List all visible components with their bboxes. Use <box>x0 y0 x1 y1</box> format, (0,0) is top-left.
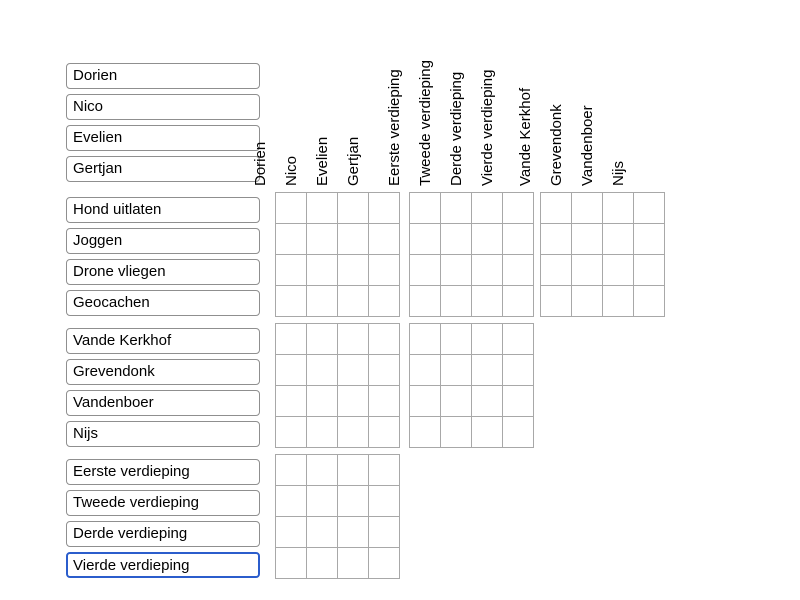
grid-cell[interactable] <box>307 455 337 485</box>
col-header-grevendonk: Grevendonk <box>548 104 565 186</box>
grid-cell[interactable] <box>441 286 471 316</box>
grid-cell[interactable] <box>503 355 533 385</box>
col-header-derde-verdieping: Derde verdieping <box>448 71 465 186</box>
grid-cell[interactable] <box>338 386 368 416</box>
grid-cell[interactable] <box>276 417 306 447</box>
grid-cell[interactable] <box>572 193 602 223</box>
grid-cell[interactable] <box>338 224 368 254</box>
grid-cell[interactable] <box>369 486 399 516</box>
grid-cell[interactable] <box>338 517 368 547</box>
row-label-grevendonk[interactable]: Grevendonk <box>66 359 260 385</box>
grid-cell[interactable] <box>276 255 306 285</box>
grid-cell[interactable] <box>276 286 306 316</box>
grid-activities-by-floors <box>409 192 534 317</box>
grid-cell[interactable] <box>369 417 399 447</box>
grid-cell[interactable] <box>276 517 306 547</box>
row-label-hond-uitlaten[interactable]: Hond uitlaten <box>66 197 260 223</box>
row-label-vierde-verdieping[interactable]: Vierde verdieping <box>66 552 260 578</box>
grid-cell[interactable] <box>541 224 571 254</box>
grid-cell[interactable] <box>369 517 399 547</box>
grid-cell[interactable] <box>276 324 306 354</box>
grid-cell[interactable] <box>472 193 502 223</box>
grid-cell[interactable] <box>410 386 440 416</box>
col-header-eerste-verdieping: Eerste verdieping <box>386 69 403 186</box>
grid-cell[interactable] <box>572 255 602 285</box>
grid-cell[interactable] <box>307 417 337 447</box>
col-header-vandenboer: Vandenboer <box>579 105 596 186</box>
grid-cell[interactable] <box>338 193 368 223</box>
grid-cell[interactable] <box>338 486 368 516</box>
grid-cell[interactable] <box>634 255 664 285</box>
col-header-nico: Nico <box>283 155 300 186</box>
grid-cell[interactable] <box>472 286 502 316</box>
grid-cell[interactable] <box>472 386 502 416</box>
grid-cell[interactable] <box>369 255 399 285</box>
grid-cell[interactable] <box>410 355 440 385</box>
col-header-tweede-verdieping: Tweede verdieping <box>417 60 434 186</box>
row-label-vandenboer[interactable]: Vandenboer <box>66 390 260 416</box>
col-header-nijs: Nijs <box>610 161 627 186</box>
grid-cell[interactable] <box>503 286 533 316</box>
grid-cell[interactable] <box>441 355 471 385</box>
grid-cell[interactable] <box>307 193 337 223</box>
grid-cell[interactable] <box>276 193 306 223</box>
grid-cell[interactable] <box>472 324 502 354</box>
grid-cell[interactable] <box>369 224 399 254</box>
grid-cell[interactable] <box>369 193 399 223</box>
row-label-nico[interactable]: Nico <box>66 94 260 120</box>
row-label-tweede-verdieping[interactable]: Tweede verdieping <box>66 490 260 516</box>
grid-cell[interactable] <box>276 455 306 485</box>
grid-cell[interactable] <box>307 548 337 578</box>
grid-cell[interactable] <box>410 417 440 447</box>
grid-cell[interactable] <box>541 193 571 223</box>
grid-cell[interactable] <box>472 255 502 285</box>
grid-cell[interactable] <box>472 355 502 385</box>
grid-cell[interactable] <box>634 286 664 316</box>
grid-surnames-by-names <box>275 323 400 448</box>
grid-cell[interactable] <box>441 324 471 354</box>
grid-cell[interactable] <box>338 286 368 316</box>
grid-cell[interactable] <box>276 486 306 516</box>
grid-cell[interactable] <box>503 386 533 416</box>
grid-cell[interactable] <box>338 324 368 354</box>
grid-cell[interactable] <box>307 324 337 354</box>
row-label-drone-vliegen[interactable]: Drone vliegen <box>66 259 260 285</box>
grid-cell[interactable] <box>276 355 306 385</box>
col-header-gertjan: Gertjan <box>345 136 362 186</box>
grid-cell[interactable] <box>410 286 440 316</box>
grid-cell[interactable] <box>369 324 399 354</box>
grid-cell[interactable] <box>541 286 571 316</box>
col-header-dorien: Dorien <box>252 141 269 186</box>
grid-cell[interactable] <box>441 417 471 447</box>
grid-cell[interactable] <box>338 455 368 485</box>
grid-activities-by-names <box>275 192 400 317</box>
grid-cell[interactable] <box>307 355 337 385</box>
row-label-nijs[interactable]: Nijs <box>66 421 260 447</box>
grid-cell[interactable] <box>338 355 368 385</box>
grid-cell[interactable] <box>503 224 533 254</box>
row-label-joggen[interactable]: Joggen <box>66 228 260 254</box>
col-header-evelien: Evelien <box>314 136 331 186</box>
grid-cell[interactable] <box>572 224 602 254</box>
grid-cell[interactable] <box>307 517 337 547</box>
grid-cell[interactable] <box>276 548 306 578</box>
grid-surnames-by-floors <box>409 323 534 448</box>
grid-cell[interactable] <box>603 224 633 254</box>
grid-cell[interactable] <box>503 255 533 285</box>
grid-cell[interactable] <box>338 548 368 578</box>
grid-cell[interactable] <box>503 417 533 447</box>
grid-cell[interactable] <box>307 386 337 416</box>
grid-cell[interactable] <box>572 286 602 316</box>
grid-cell[interactable] <box>338 255 368 285</box>
row-label-dorien[interactable]: Dorien <box>66 63 260 89</box>
row-label-evelien[interactable]: Evelien <box>66 125 260 151</box>
grid-cell[interactable] <box>472 224 502 254</box>
grid-cell[interactable] <box>634 224 664 254</box>
grid-activities-by-surnames <box>540 192 665 317</box>
grid-cell[interactable] <box>369 455 399 485</box>
grid-cell[interactable] <box>307 224 337 254</box>
grid-cell[interactable] <box>441 255 471 285</box>
grid-cell[interactable] <box>338 417 368 447</box>
grid-cell[interactable] <box>369 355 399 385</box>
row-label-eerste-verdieping[interactable]: Eerste verdieping <box>66 459 260 485</box>
grid-cell[interactable] <box>369 386 399 416</box>
row-label-vande-kerkhof[interactable]: Vande Kerkhof <box>66 328 260 354</box>
grid-cell[interactable] <box>307 255 337 285</box>
grid-cell[interactable] <box>634 193 664 223</box>
grid-cell[interactable] <box>307 286 337 316</box>
grid-cell[interactable] <box>603 193 633 223</box>
grid-cell[interactable] <box>410 193 440 223</box>
grid-cell[interactable] <box>503 324 533 354</box>
col-header-vande-kerkhof: Vande Kerkhof <box>517 87 534 186</box>
grid-cell[interactable] <box>369 548 399 578</box>
grid-cell[interactable] <box>369 286 399 316</box>
grid-cell[interactable] <box>410 324 440 354</box>
row-label-geocachen[interactable]: Geocachen <box>66 290 260 316</box>
grid-cell[interactable] <box>541 255 571 285</box>
grid-cell[interactable] <box>472 417 502 447</box>
grid-cell[interactable] <box>603 255 633 285</box>
grid-cell[interactable] <box>410 224 440 254</box>
grid-cell[interactable] <box>307 486 337 516</box>
grid-cell[interactable] <box>441 386 471 416</box>
row-label-gertjan[interactable]: Gertjan <box>66 156 260 182</box>
grid-floors-by-names <box>275 454 400 579</box>
grid-cell[interactable] <box>503 193 533 223</box>
grid-cell[interactable] <box>276 386 306 416</box>
row-label-derde-verdieping[interactable]: Derde verdieping <box>66 521 260 547</box>
grid-cell[interactable] <box>410 255 440 285</box>
col-header-vierde-verdieping: Vierde verdieping <box>479 69 496 186</box>
grid-cell[interactable] <box>441 224 471 254</box>
grid-cell[interactable] <box>276 224 306 254</box>
grid-cell[interactable] <box>603 286 633 316</box>
grid-cell[interactable] <box>441 193 471 223</box>
